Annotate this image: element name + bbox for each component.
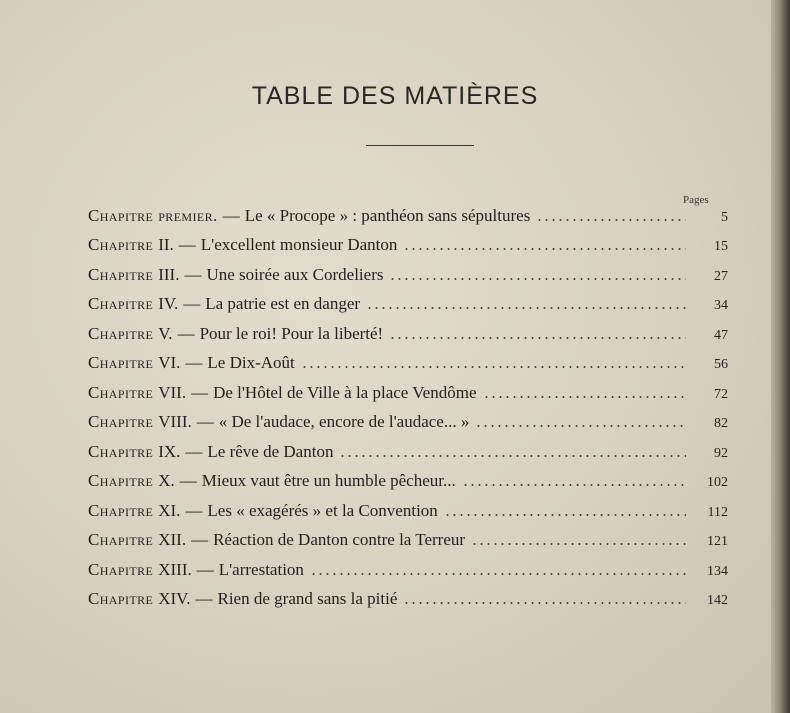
chapter-word: Chapitre: [88, 500, 154, 520]
chapter-page-number: 142: [707, 593, 728, 608]
chapter-title: Le rêve de Danton: [207, 441, 334, 461]
chapter-dash: —: [185, 353, 203, 372]
dot-leader: [301, 365, 686, 369]
dot-leader: [483, 395, 687, 399]
chapter-dash: —: [179, 471, 197, 490]
chapter-number: premier.: [158, 205, 218, 225]
chapter-page-number: 47: [714, 327, 728, 343]
chapter-word: Chapitre: [88, 412, 154, 431]
chapter-page-number: 56: [714, 357, 728, 372]
chapter-number: X.: [158, 471, 175, 490]
pages-column-label: Pages: [683, 194, 709, 206]
chapter-dash: —: [178, 235, 196, 254]
chapter-word: Chapitre: [88, 471, 154, 490]
chapter-title: Rien de grand sans la pitié: [217, 589, 398, 608]
chapter-title: Réaction de Danton contre la Terreur: [213, 530, 466, 549]
dot-leader: [403, 601, 686, 605]
chapter-word: Chapitre: [88, 323, 154, 343]
chapter-word: Chapitre: [88, 589, 154, 608]
chapter-title: Mieux vaut être un humble pêcheur...: [201, 471, 456, 490]
chapter-dash: —: [195, 589, 213, 608]
toc-entry: [88, 255, 728, 285]
chapter-title: « De l'audace, encore de l'audace... »: [218, 412, 470, 431]
dot-leader: [403, 247, 686, 251]
chapter-dash: —: [185, 500, 203, 520]
toc-entry: [88, 403, 728, 433]
toc-entry: [88, 226, 728, 256]
dot-leader: [462, 483, 686, 487]
chapter-number: VI.: [158, 353, 181, 372]
toc-entry: [88, 314, 728, 344]
chapter-title: Le Dix-Août: [207, 353, 295, 372]
chapter-number: XI.: [158, 500, 181, 520]
chapter-number: IV.: [158, 294, 179, 313]
toc-entry: [88, 285, 728, 315]
chapter-title: L'arrestation: [218, 559, 304, 579]
chapter-page-number: 27: [714, 268, 728, 284]
dot-leader: [475, 424, 686, 428]
dot-leader: [389, 277, 686, 281]
chapter-title: La patrie est en danger: [205, 294, 361, 313]
chapter-title: Le « Procope » : panthéon sans sépultures: [244, 205, 531, 225]
chapter-dash: —: [222, 205, 240, 225]
dot-leader: [366, 306, 686, 310]
title-underline-rule: [366, 145, 474, 146]
dot-leader: [310, 572, 686, 576]
chapter-number: XIII.: [158, 559, 192, 579]
dot-leader: [471, 542, 686, 546]
chapter-dash: —: [184, 264, 202, 284]
chapter-title: De l'Hôtel de Ville à la place Vendôme: [213, 382, 477, 402]
chapter-page-number: 121: [707, 534, 728, 549]
chapter-dash: —: [185, 441, 203, 461]
dot-leader: [339, 454, 686, 458]
chapter-word: Chapitre: [88, 441, 154, 461]
chapter-dash: —: [196, 559, 214, 579]
chapter-word: Chapitre: [88, 235, 154, 254]
toc-entry: [88, 580, 728, 610]
chapter-title: L'excellent monsieur Danton: [200, 235, 398, 254]
chapter-title: Les « exagérés » et la Convention: [207, 500, 438, 520]
chapter-number: II.: [158, 235, 174, 254]
toc-entry: [88, 344, 728, 374]
chapter-dash: —: [196, 412, 214, 431]
chapter-dash: —: [191, 530, 209, 549]
chapter-number: V.: [158, 323, 173, 343]
chapter-word: Chapitre: [88, 294, 154, 313]
chapter-page-number: 102: [707, 475, 728, 490]
chapter-number: IX.: [158, 441, 181, 461]
chapter-title: Pour le roi! Pour la liberté!: [199, 323, 384, 343]
chapter-word: Chapitre: [88, 530, 154, 549]
chapter-word: Chapitre: [88, 353, 154, 372]
dot-leader: [389, 336, 686, 340]
dot-leader: [444, 513, 686, 517]
chapter-number: XII.: [158, 530, 187, 549]
toc-entry: [88, 432, 728, 462]
chapter-page-number: 92: [714, 445, 728, 461]
toc-entry: [88, 550, 728, 580]
chapter-word: Chapitre: [88, 382, 154, 402]
table-of-contents: [88, 196, 728, 609]
chapter-page-number: 134: [707, 563, 728, 579]
chapter-dash: —: [177, 323, 195, 343]
chapter-word: Chapitre: [88, 205, 154, 225]
book-spine-shadow: [772, 0, 790, 713]
chapter-page-number: 15: [714, 239, 728, 254]
chapter-page-number: 72: [714, 386, 728, 402]
page-title: TABLE DES MATIÈRES: [251, 82, 539, 110]
chapter-number: XIV.: [158, 589, 191, 608]
toc-entry: [88, 462, 728, 492]
toc-entry: [88, 196, 728, 226]
chapter-number: III.: [158, 264, 180, 284]
dot-leader: [536, 218, 686, 222]
chapter-title: Une soirée aux Cordeliers: [206, 264, 384, 284]
chapter-word: Chapitre: [88, 559, 154, 579]
chapter-page-number: 112: [707, 504, 728, 520]
chapter-number: VIII.: [158, 412, 192, 431]
chapter-page-number: 82: [714, 416, 728, 431]
toc-entry: [88, 521, 728, 551]
chapter-word: Chapitre: [88, 264, 154, 284]
toc-entry: [88, 491, 728, 521]
chapter-page-number: 5: [721, 209, 728, 225]
toc-entry: [88, 373, 728, 403]
chapter-page-number: 34: [714, 298, 728, 313]
chapter-dash: —: [191, 382, 209, 402]
chapter-dash: —: [183, 294, 201, 313]
chapter-number: VII.: [158, 382, 187, 402]
